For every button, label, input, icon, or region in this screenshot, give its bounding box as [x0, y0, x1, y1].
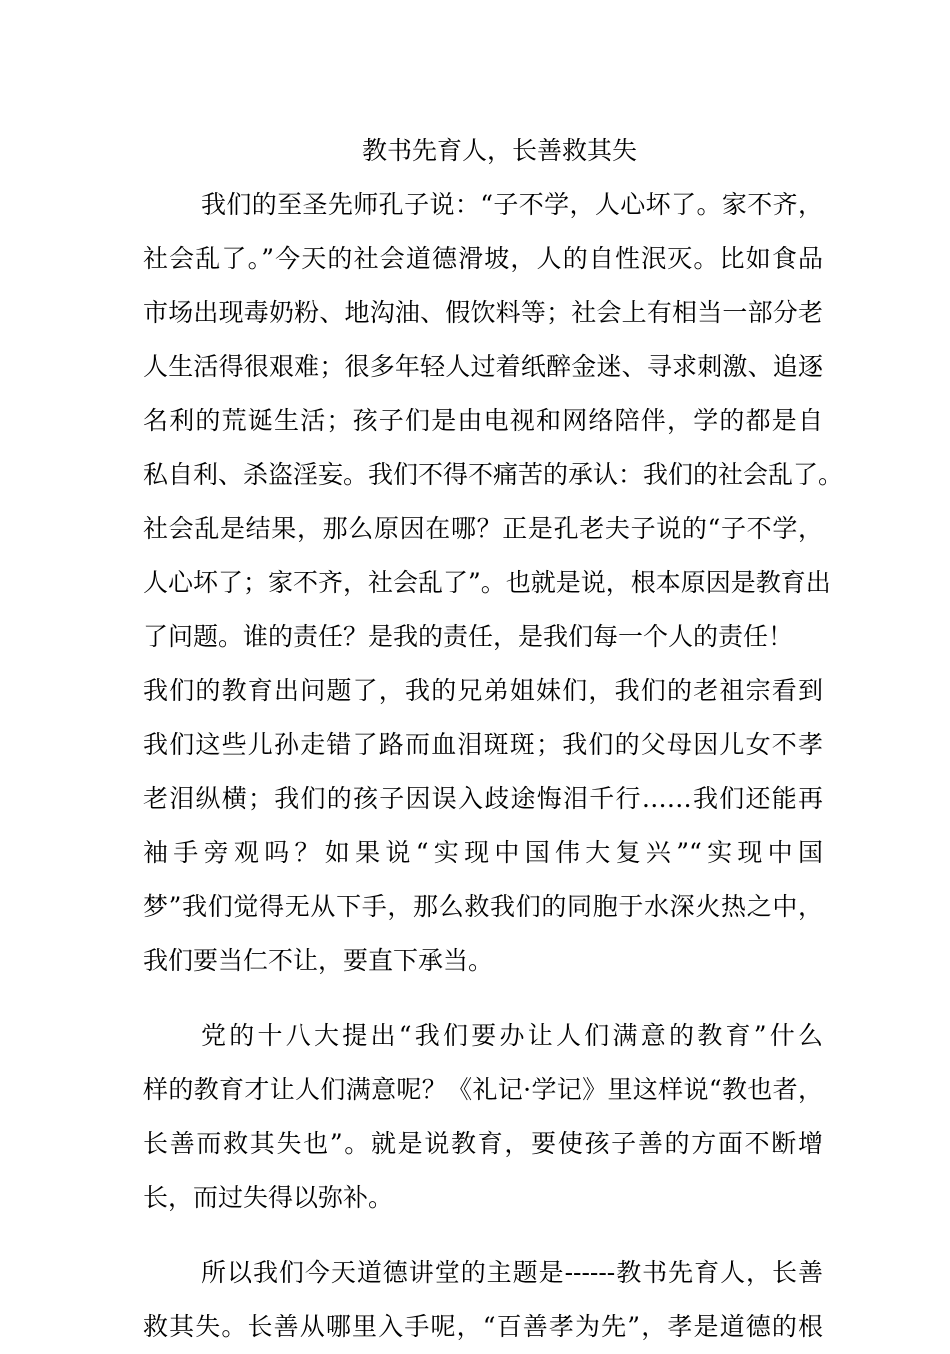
text-line: 市场出现毒奶粉、地沟油、假饮料等；社会上有相当一部分老 [143, 298, 823, 327]
paragraph-gap [143, 1225, 823, 1246]
text-line: 社会乱是结果，那么原因在哪？正是孔老夫子说的“子不学， [143, 514, 823, 543]
text-line: 人心坏了；家不齐，社会乱了”。也就是说，根本原因是教育出 [143, 568, 831, 597]
document-title: 教书先育人，长善救其失 [362, 136, 638, 165]
text-line: 长善而救其失也”。就是说教育，要使孩子善的方面不断增 [143, 1129, 823, 1158]
paragraph-gap [143, 988, 823, 1009]
text-line: 社会乱了。”今天的社会道德滑坡，人的自性泯灭。比如食品 [143, 244, 823, 273]
text-line: 样的教育才让人们满意呢？《礼记·学记》里这样说“教也者， [143, 1075, 823, 1104]
text-line: 我们这些儿孙走错了路而血泪斑斑；我们的父母因儿女不孝 [143, 730, 823, 759]
paragraph-3 [143, 1246, 823, 1354]
document-body [143, 178, 844, 1354]
text-line: 我们的至圣先师孔子说：“子不学，人心坏了。家不齐， [201, 190, 823, 219]
text-line: 梦”我们觉得无从下手，那么救我们的同胞于水深火热之中， [143, 892, 823, 921]
text-line: 我们的教育出问题了，我的兄弟姐妹们，我们的老祖宗看到 [143, 676, 823, 705]
text-line: 救其失。长善从哪里入手呢，“百善孝为先”，孝是道德的根 [143, 1312, 823, 1341]
text-line: 名利的荒诞生活；孩子们是由电视和网络陪伴，学的都是自 [143, 406, 823, 435]
text-line: 党的十八大提出“我们要办让人们满意的教育”什么 [201, 1021, 823, 1050]
paragraph-2 [143, 1009, 823, 1225]
text-line: 老泪纵横；我们的孩子因误入歧途悔泪千行……我们还能再 [143, 784, 823, 813]
text-line: 人生活得很艰难；很多年轻人过着纸醉金迷、寻求刺激、追逐 [143, 352, 823, 381]
text-line: 所以我们今天道德讲堂的主题是------教书先育人，长善 [201, 1258, 823, 1287]
text-line: 私自利、杀盗淫妄。我们不得不痛苦的承认：我们的社会乱了。 [143, 460, 844, 489]
paragraph-1 [143, 178, 844, 988]
text-line: 了问题。谁的责任？是我的责任，是我们每一个人的责任！ [143, 622, 794, 651]
text-line: 长，而过失得以弥补。 [143, 1183, 394, 1212]
text-line: 我们要当仁不让，要直下承当。 [143, 946, 494, 975]
text-line: 袖手旁观吗？如果说“实现中国伟大复兴”“实现中国 [143, 838, 823, 867]
